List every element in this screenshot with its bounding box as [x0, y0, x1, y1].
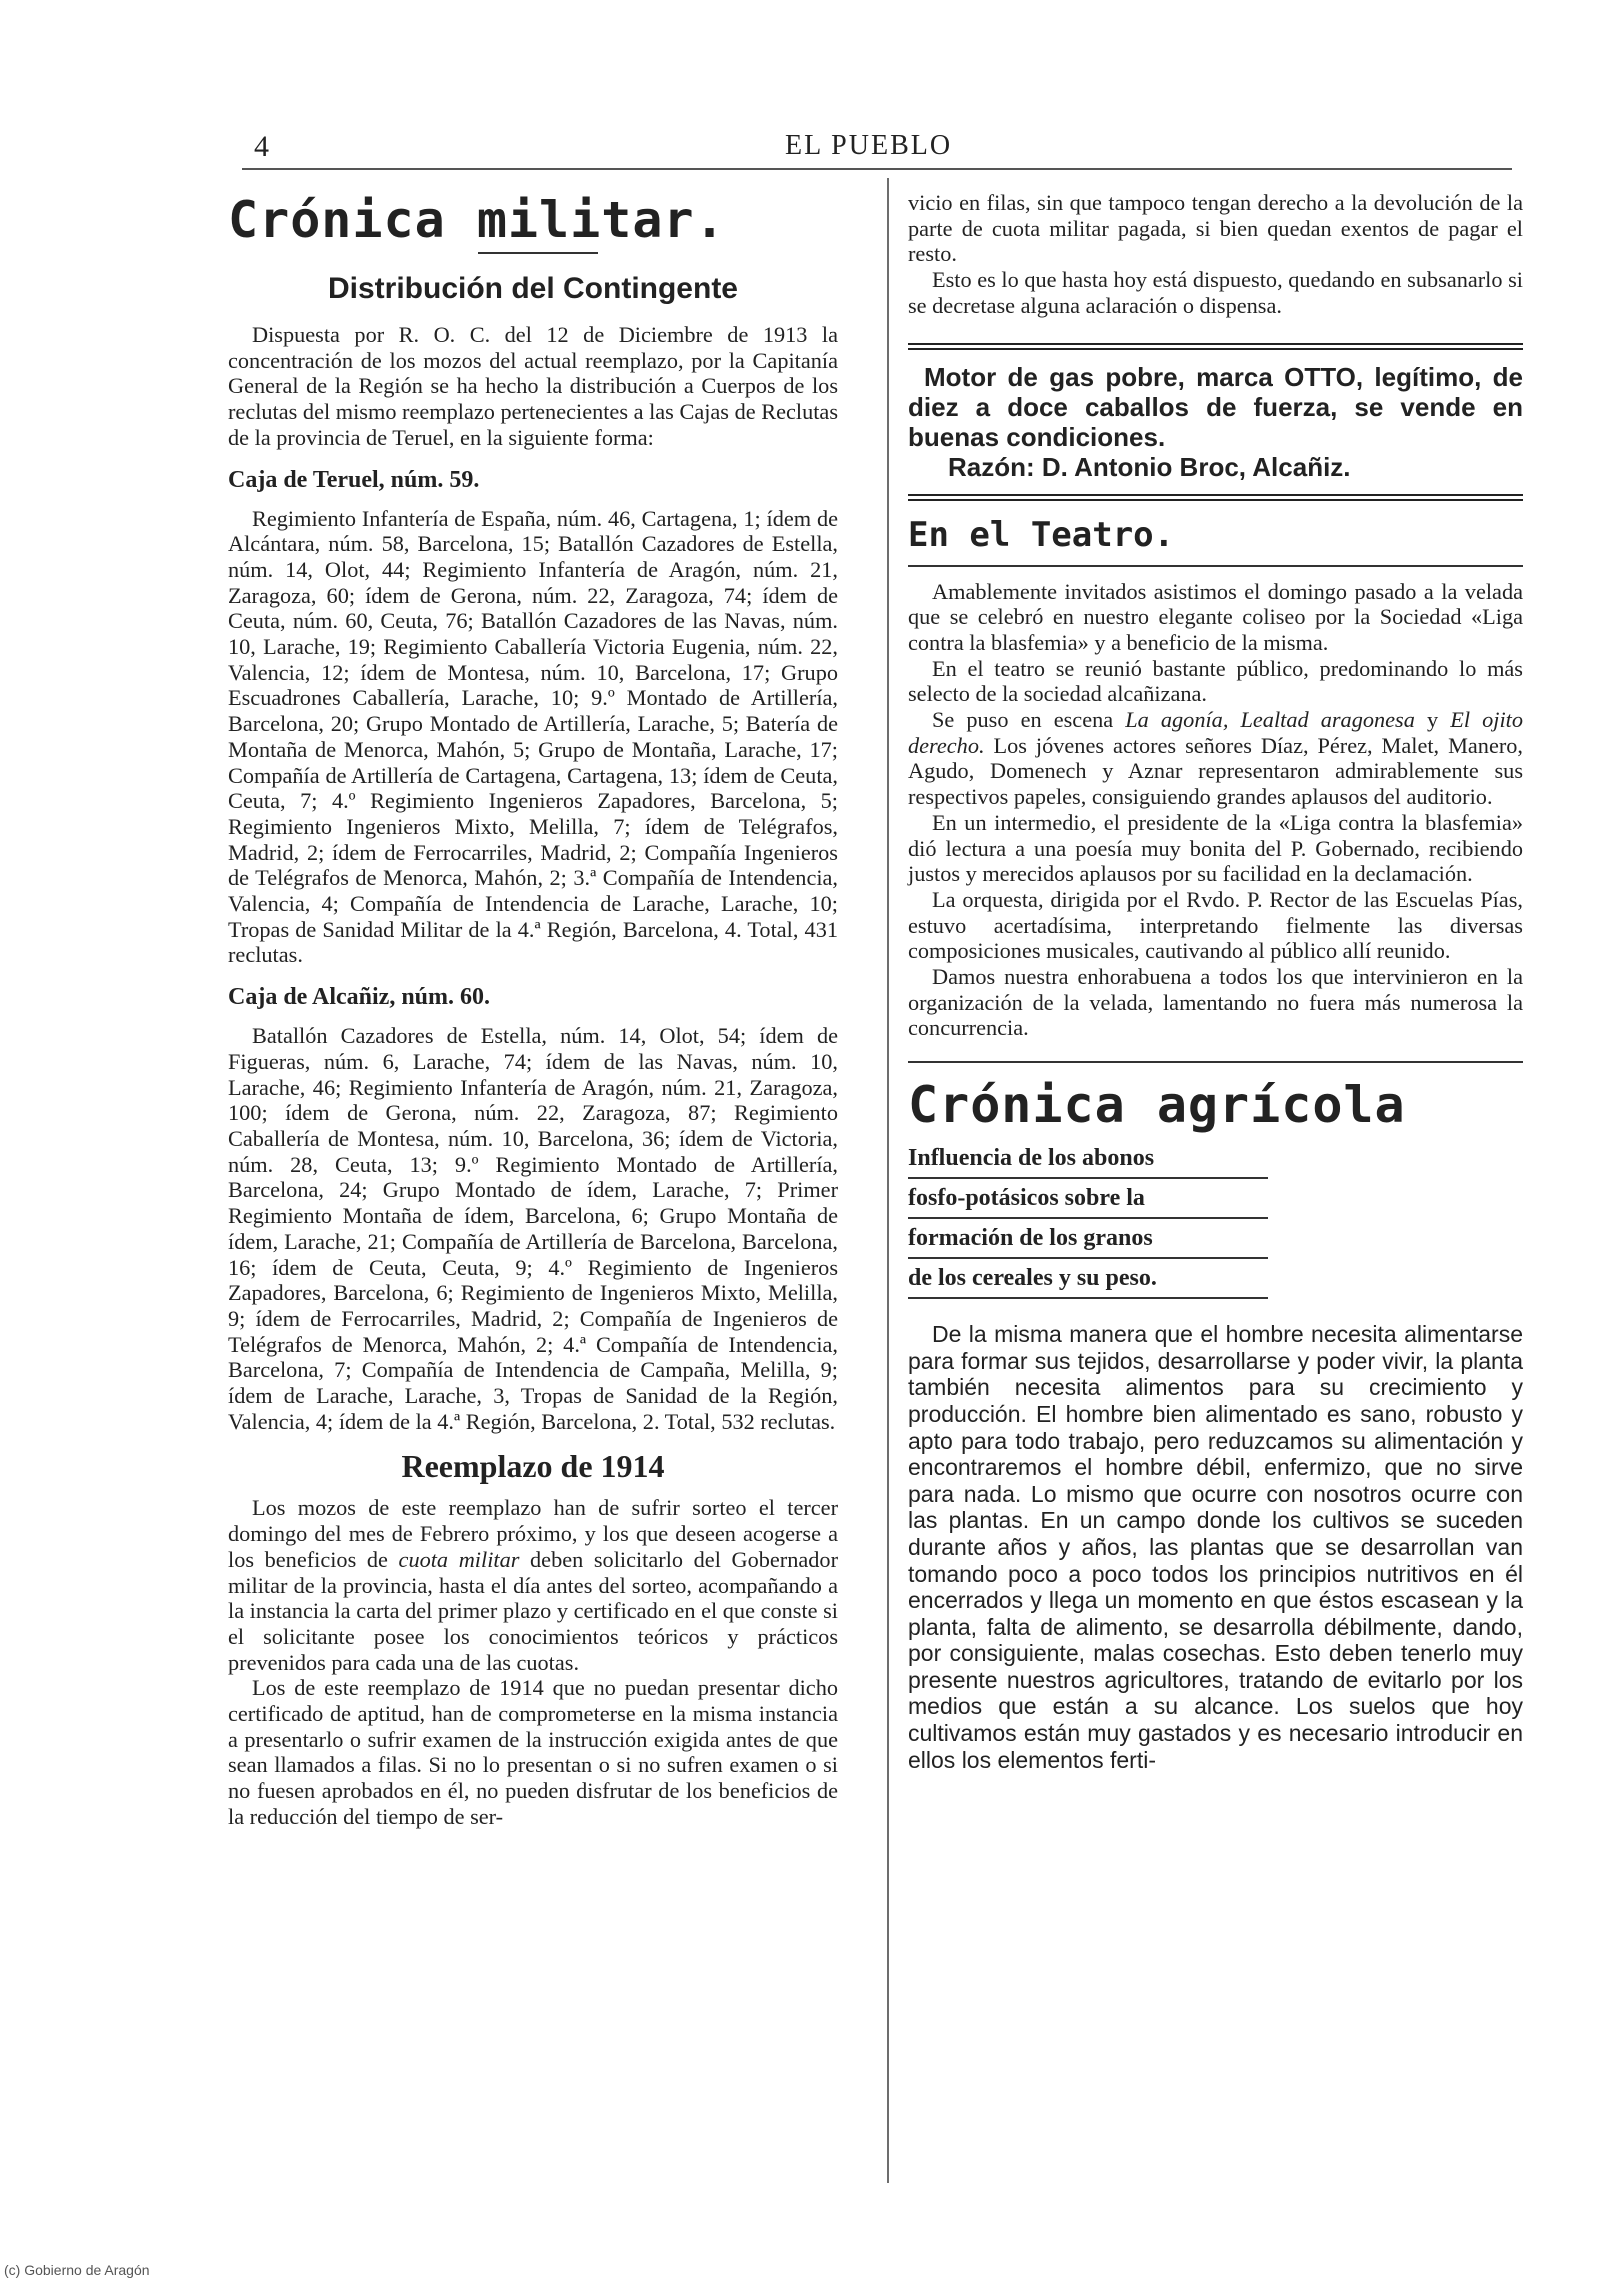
agricola-subtitle-line: fosfo-potásicos sobre la — [908, 1179, 1268, 1219]
continuation-paragraph-1: vicio en filas, sin que tampoco tengan derecho a la devolución de la parte de cuota militar pagada, si bien quedan exentos de pagar el resto. — [908, 190, 1523, 267]
caja-teruel-text: Regimiento Infantería de España, núm. 46, Cartagena, 1; ídem de Alcántara, núm. 58, Barcelona, 15; Batallón Cazadores de Estella, núm. 14, Olot, 44; Regimiento Infantería de Aragón, núm. 21, Zaragoza, 60; ídem de Gerona, núm. 22, Zaragoza, 74; ídem de Ceuta, núm. 60, Ceuta, 76; Batallón Cazadores de las Navas, núm. 10, Larache, 19; Regimiento Caballería Victoria Eugenia, núm. 22, Valencia, 12; ídem de Montesa, núm. 10, Barcelona, 17; Grupo Escuadrones Caballería, Larache, 10; 9.º Montado de Artillería, Barcelona, 20; Grupo Montado de Artillería, Larache, 5; Batería de Montaña de Menorca, Mahón, 5; Grupo de Montaña, Larache, 17; Compañía de Artillería de Cartagena, Cartagena, 13; ídem de Ceuta, Ceuta, 7; 4.º Regimiento Ingenieros Zapadores, Barcelona, 5; Regimiento Ingenieros Mixto, Melilla, 7; ídem de Telégrafos, Madrid, 2; ídem de Ferrocarriles, Madrid, 2; Compañía Ingenieros de Telégrafos de Menorca, Mahón, 2; 3.ª Compañía de Intendencia, Valencia, 4; Compañía de Intendencia de Larache, Larache, 10; Tropas de Sanidad Militar de la 4.ª Región, Barcelona, 4. Total, 431 reclutas. — [228, 505, 838, 968]
continuation-paragraph-2: Esto es lo que hasta hoy está dispuesto, quedando en subsanarlo si se decretase alguna aclaración o dispensa. — [908, 267, 1523, 318]
teatro-paragraph-5: La orquesta, dirigida por el Rvdo. P. Rector de las Escuelas Pías, estuvo acertadísima, interpretando fielmente las diversas composiciones musicales, cautivando al público allí reunido. — [908, 886, 1523, 964]
teatro-rule — [908, 565, 1523, 567]
page-number: 4 — [254, 130, 269, 163]
title-underline — [478, 252, 598, 254]
reemplazo-heading: Reemplazo de 1914 — [401, 1448, 665, 1485]
newspaper-title: EL PUEBLO — [785, 130, 953, 161]
reemplazo-paragraph-1: Los mozos de este reemplazo han de sufrir sorteo el tercer domingo del mes de Febrero próximo, y los que deseen acogerse a los beneficios de cuota militar deben solicitarlo del Gobernador militar de la provincia, hasta el día antes del sorteo, acompañando a la instancia la carta del primer plazo y certificado en el que conste si el solicitante posee los conocimientos teóricos y prácticos prevenidos para cada una de las cuotas. — [228, 1495, 838, 1675]
teatro-paragraph-6: Damos nuestra enhorabuena a todos los que intervinieron en la organización de la velada, lamentando no fuera más numerosa la concurrencia. — [908, 964, 1523, 1041]
agricola-subtitle-line: formación de los granos — [908, 1219, 1268, 1259]
ad-text: Motor de gas pobre, marca OTTO, legítimo, de diez a doce caballos de fuerza, se vende en buenas condiciones. — [908, 361, 1523, 452]
reemplazo-paragraph-2: Los de este reemplazo de 1914 que no puedan presentar dicho certificado de aptitud, han de comprometerse en la misma instancia a presentarlo o sufrir examen de la instrucción exigida antes de que sean llamados a filas. Si no lo presentan o si no sufren examen o si no fuesen aprobados en él, no pueden disfrutar de los beneficios de la reducción del tiempo de ser- — [228, 1675, 838, 1829]
section-title-cronica-militar: Crónica militar. — [228, 191, 726, 249]
agricola-subtitle-line: Influencia de los abonos — [908, 1139, 1268, 1179]
section-title-teatro: En el Teatro. — [908, 514, 1175, 555]
header-rule — [242, 168, 1512, 170]
agricola-subtitle-line: de los cereales y su peso. — [908, 1259, 1268, 1299]
teatro-paragraph-3: Se puso en escena La agonía, Lealtad aragonesa y El ojito derecho. Los jóvenes actores señores Díaz, Pérez, Malet, Manero, Agudo, Domenech y Aznar representaron admirablemente sus respectivos papeles, consiguiendo grandes aplausos del auditorio. — [908, 707, 1523, 810]
caja-teruel-heading: Caja de Teruel, núm. 59. — [228, 466, 480, 493]
caja-alcaniz-text: Batallón Cazadores de Estella, núm. 14, Olot, 54; ídem de Figueras, núm. 6, Larache, 74; ídem de las Navas, núm. 10, Larache, 46; Regimiento Infantería de Aragón, núm. 21, Zaragoza, 100; ídem de Gerona, núm. 22, Zaragoza, 87; Regimiento Caballería de Montesa, núm. 10, Barcelona, 36; ídem de Victoria, núm. 28, Ceuta, 13; 9.º Regimiento Montado de Artillería, Barcelona, 24; Grupo Montado de ídem, Larache, 7; Primer Regimiento Montaña de ídem, Barcelona, 6; Grupo Montaña de ídem, Larache, 21; Compañía de Artillería de Barcelona, Barcelona, 16; ídem de Ceuta, Ceuta, 9; 4.º Regimiento de Ingenieros Zapadores, Barcelona, 6; Regimiento de Ingenieros Mixto, Melilla, 9; ídem de Ferrocarriles, Madrid, 2; Compañía de Ingenieros de Telégrafos de Menorca, Mahón, 2; 4.ª Compañía de Intendencia, Barcelona, 7; Compañía de Intendencia de Campaña, Melilla, 9; ídem de Larache, Larache, 3, Tropas de Sanidad de la Región, Valencia, 4; ídem de la 4.ª Región, Barcelona, 2. Total, 532 reclutas. — [228, 1023, 838, 1434]
motor-advertisement — [908, 362, 1523, 482]
left-column — [228, 190, 838, 1830]
intro-paragraph: Dispuesta por R. O. C. del 12 de Diciembre de 1913 la concentración de los mozos del actual reemplazo, por la Capitanía General de la Región se ha hecho la distribución a Cuerpos de los reclutas del mismo reemplazo pertenecientes a las Cajas de Reclutas de la provincia de Teruel, en la siguiente forma: — [228, 322, 838, 450]
ad-rule-top — [908, 343, 1523, 350]
subtitle-distribucion: Distribución del Contingente — [328, 272, 738, 305]
teatro-paragraph-2: En el teatro se reunió bastante público, predominando lo más selecto de la sociedad alcañizana. — [908, 655, 1523, 707]
agricola-paragraph-1: De la misma manera que el hombre necesita alimentarse para formar sus tejidos, desarrollarse y poder vivir, la planta también necesita alimentos para su crecimiento y producción. El hombre bien alimentado es sano, robusto y apto para todo trabajo, pero reduzcamos su alimentación y encontraremos el hombre débil, enfermizo, que no sirve para nada. Lo mismo que ocurre con nosotros ocurre con las plantas. En un campo donde los cultivos se suceden durante años y años, las plantas que se desarrollan van tomando poco a poco todos los principios nutritivos en él encerrados y llega un momento en que éstos escasean y la planta, falta de alimento, se desarrolla débilmente, dando, por consiguiente, malas cosechas. Esto deben tenerlo muy presente nuestros agricultores, tratando de evitarlo por los medios que están a su alcance. Los suelos que hoy cultivamos están muy gastados y es necesario introducir en ellos los elementos ferti- — [908, 1321, 1523, 1773]
section-title-cronica-agricola: Crónica agrícola — [908, 1076, 1406, 1135]
ad-rule-bottom — [908, 494, 1523, 501]
column-separator — [887, 178, 889, 2183]
teatro-paragraph-4: En un intermedio, el presidente de la «Liga contra la blasfemia» dió lectura a una poesía muy bonita del P. Gobernado, recibiendo justos y merecidos aplausos por su facilidad en la declamación. — [908, 809, 1523, 887]
copyright-credit: (c) Gobierno de Aragón — [4, 2262, 150, 2278]
agricola-subtitle — [908, 1139, 1523, 1299]
caja-alcaniz-heading: Caja de Alcañiz, núm. 60. — [228, 984, 491, 1011]
teatro-paragraph-1: Amablemente invitados asistimos el domingo pasado a la velada que se celebró en nuestro elegante coliseo por la Sociedad «Liga contra la blasfemia» y a beneficio de la misma. — [908, 578, 1523, 655]
ad-contact: Razón: D. Antonio Broc, Alcañiz. — [948, 451, 1351, 482]
right-column — [908, 190, 1523, 1773]
agricola-rule — [908, 1061, 1523, 1063]
